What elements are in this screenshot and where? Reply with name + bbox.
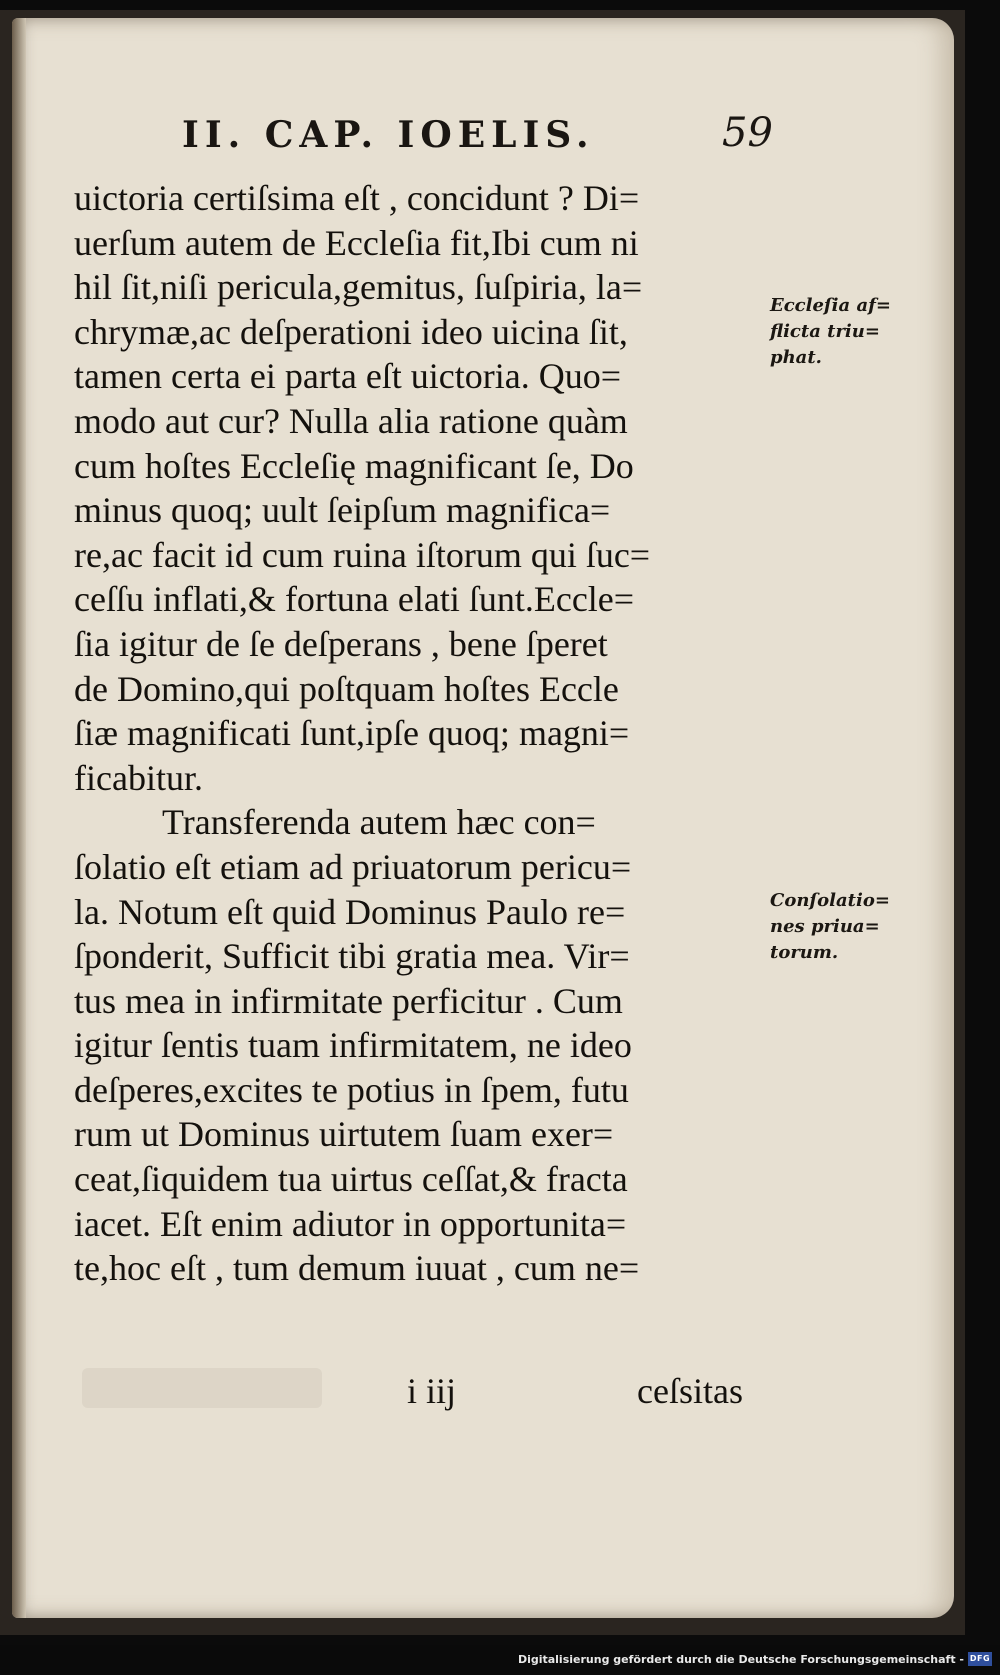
- text-line: cum hoſtes Eccleſię magnificant ſe, Do: [74, 445, 634, 486]
- text-line: rum ut Dominus uirtutem ſuam exer=: [74, 1114, 614, 1155]
- marginal-line: phat.: [770, 347, 822, 368]
- running-head-title: II. CAP. IOELIS.: [182, 114, 595, 156]
- text-line: minus quoq; uult ſeipſum magnifica=: [74, 490, 611, 531]
- running-head: [162, 110, 773, 170]
- marginal-note-consolationes: [770, 888, 890, 966]
- text-line: ſolatio eſt etiam ad priuatorum pericu=: [74, 846, 632, 887]
- bleed-through-smudge: [82, 1368, 322, 1408]
- paragraph-first-line: Transferenda autem hæc con=: [162, 802, 596, 843]
- text-line: ficabitur.: [74, 757, 203, 798]
- text-line: uerſum autem de Eccleſia fit,Ibi cum ni: [74, 222, 639, 263]
- text-line: uictoria certiſsima eſt , concidunt ? Di=: [74, 178, 640, 218]
- main-text-block: [74, 176, 774, 1291]
- marginal-line: Conſolatio=: [770, 890, 890, 911]
- text-line: deſperes,excites te potius in ſpem, futu: [74, 1069, 629, 1110]
- marginal-line: Eccleſia af=: [770, 295, 891, 316]
- text-line: la. Notum eſt quid Dominus Paulo re=: [74, 891, 626, 932]
- catchword: ceſsitas: [637, 1371, 743, 1411]
- catch-line: [407, 1370, 787, 1414]
- funding-credit: Digitalisierung gefördert durch die Deutsche Forschungsgemeinschaft -: [517, 1653, 964, 1666]
- text-line: re,ac facit id cum ruina iſtorum qui ſuc=: [74, 534, 651, 575]
- book-page: [12, 18, 954, 1618]
- text-line: tamen certa ei parta eſt uictoria. Quo=: [74, 356, 622, 397]
- text-line: igitur ſentis tuam infirmitatem, ne ideo: [74, 1025, 632, 1066]
- text-line: modo aut cur? Nulla alia ratione quàm: [74, 400, 628, 441]
- text-line: ſponderit, Sufficit tibi gratia mea. Vir=: [74, 936, 630, 977]
- text-line: ſiæ magnificati ſunt,ipſe quoq; magni=: [74, 713, 630, 754]
- text-line: de Domino,qui poſtquam hoſtes Eccle: [74, 668, 619, 709]
- marginal-line: torum.: [770, 942, 839, 963]
- text-line: ceat,ſiquidem tua uirtus ceſſat,& fracta: [74, 1159, 628, 1200]
- marginal-line: flicta triu=: [770, 321, 880, 342]
- text-line: ſia igitur de ſe deſperans , bene ſperet: [74, 623, 608, 664]
- text-line: ceſſu inflati,& fortuna elati ſunt.Eccle=: [74, 579, 635, 620]
- text-line: iacet. Eſt enim adiutor in opportunita=: [74, 1203, 627, 1244]
- page-number: 59: [722, 110, 773, 156]
- signature-mark: i iij: [407, 1371, 457, 1411]
- page-gutter: [12, 18, 26, 1618]
- footer-bar: [0, 1645, 1000, 1675]
- text-line: chrymæ,ac deſperationi ideo uicina ſit,: [74, 311, 628, 352]
- dfg-logo-icon: DFG: [968, 1652, 992, 1666]
- text-line: tus mea in infirmitate perficitur . Cum: [74, 980, 623, 1021]
- text-line: hil ſit,niſi pericula,gemitus, ſuſpiria, la=: [74, 267, 643, 308]
- text-line: te,hoc eſt , tum demum iuuat , cum ne=: [74, 1248, 640, 1289]
- marginal-line: nes priua=: [770, 916, 880, 937]
- marginal-note-ecclesia: [770, 293, 891, 371]
